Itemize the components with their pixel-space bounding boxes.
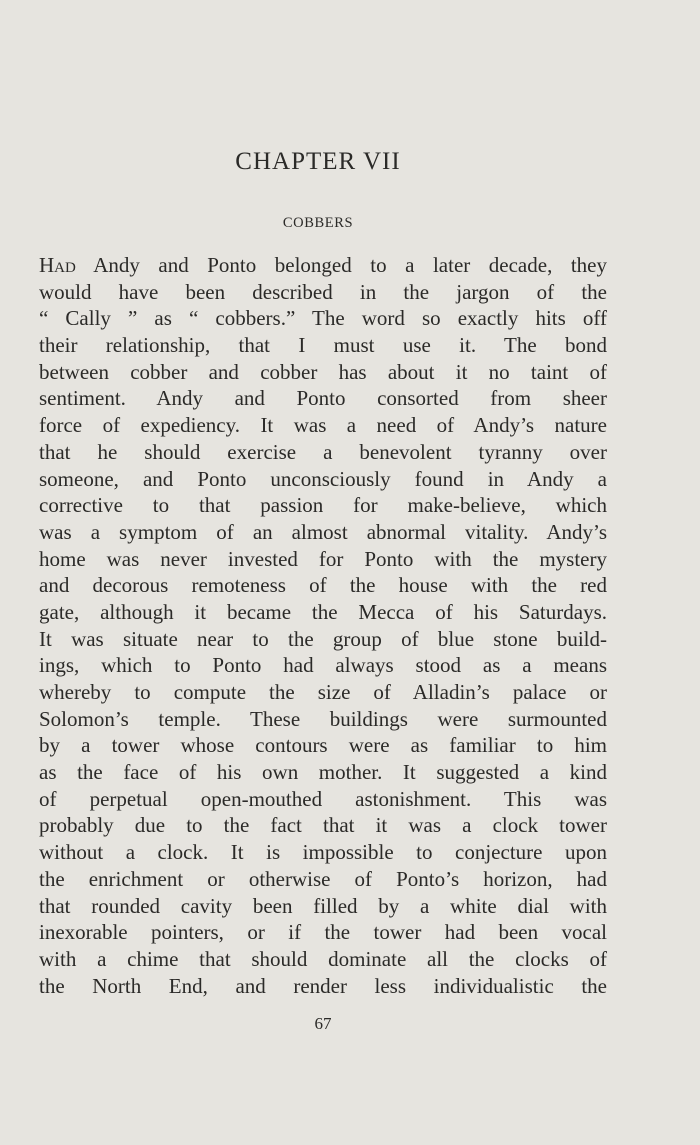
text-line: whereby to compute the size of Alladin’s palace or	[39, 680, 607, 704]
text-line: that rounded cavity been filled by a white dial with	[39, 893, 607, 918]
text-line: their relationship, that I must use it. The bond	[39, 333, 607, 358]
text-line: of perpetual open-mouthed astonishment. This was	[39, 786, 607, 811]
text-line: someone, and Ponto unconsciously found in Andy a	[39, 466, 607, 491]
text-line: as the face of his own mother. It suggested a kind	[39, 760, 607, 785]
text-line: It was situate near to the group of blue stone build-	[39, 626, 607, 651]
text-line: force of expediency. It was a need of Andy’s nature	[39, 413, 607, 438]
line-text: Andy and Ponto belonged to a later decade, they	[75, 253, 607, 277]
text-line: corrective to that passion for make-believe, which	[39, 493, 607, 518]
text-line: home was never invested for Ponto with the mystery	[39, 546, 607, 571]
text-line: the North End, and render less individualistic the	[39, 973, 607, 998]
text-line: inexorable pointers, or if the tower had been vocal	[39, 920, 607, 945]
text-line: Solomon’s temple. These buildings were surmounted	[39, 706, 607, 731]
chapter-heading: CHAPTER VII	[235, 148, 401, 175]
text-line: that he should exercise a benevolent tyranny over	[39, 439, 607, 464]
text-line	[39, 252, 607, 279]
text-line: would have been described in the jargon of the	[39, 279, 607, 304]
text-line: without a clock. It is impossible to conjecture upon	[39, 840, 607, 865]
text-line: ings, which to Ponto had always stood as a means	[39, 653, 607, 678]
chapter-subtitle: COBBERS	[282, 215, 354, 231]
opening-word: Had	[39, 253, 76, 277]
text-line: probably due to the fact that it was a clock tower	[39, 813, 607, 838]
text-line: “ Cally ” as “ cobbers.” The word so exactly hits off	[39, 306, 607, 331]
text-line: and decorous remoteness of the house with the red	[39, 573, 607, 598]
text-line: gate, although it became the Mecca of his Saturdays.	[39, 599, 607, 624]
text-line: was a symptom of an almost abnormal vitality. Andy’s	[39, 519, 607, 544]
text-line: sentiment. Andy and Ponto consorted from sheer	[39, 386, 607, 411]
body-text	[39, 252, 607, 999]
text-line: by a tower whose contours were as familiar to him	[39, 733, 607, 758]
text-line: between cobber and cobber has about it no taint of	[39, 359, 607, 384]
page-number: 67	[314, 1014, 332, 1033]
text-line: with a chime that should dominate all the clocks of	[39, 946, 607, 971]
text-line: the enrichment or otherwise of Ponto’s horizon, had	[39, 866, 607, 891]
